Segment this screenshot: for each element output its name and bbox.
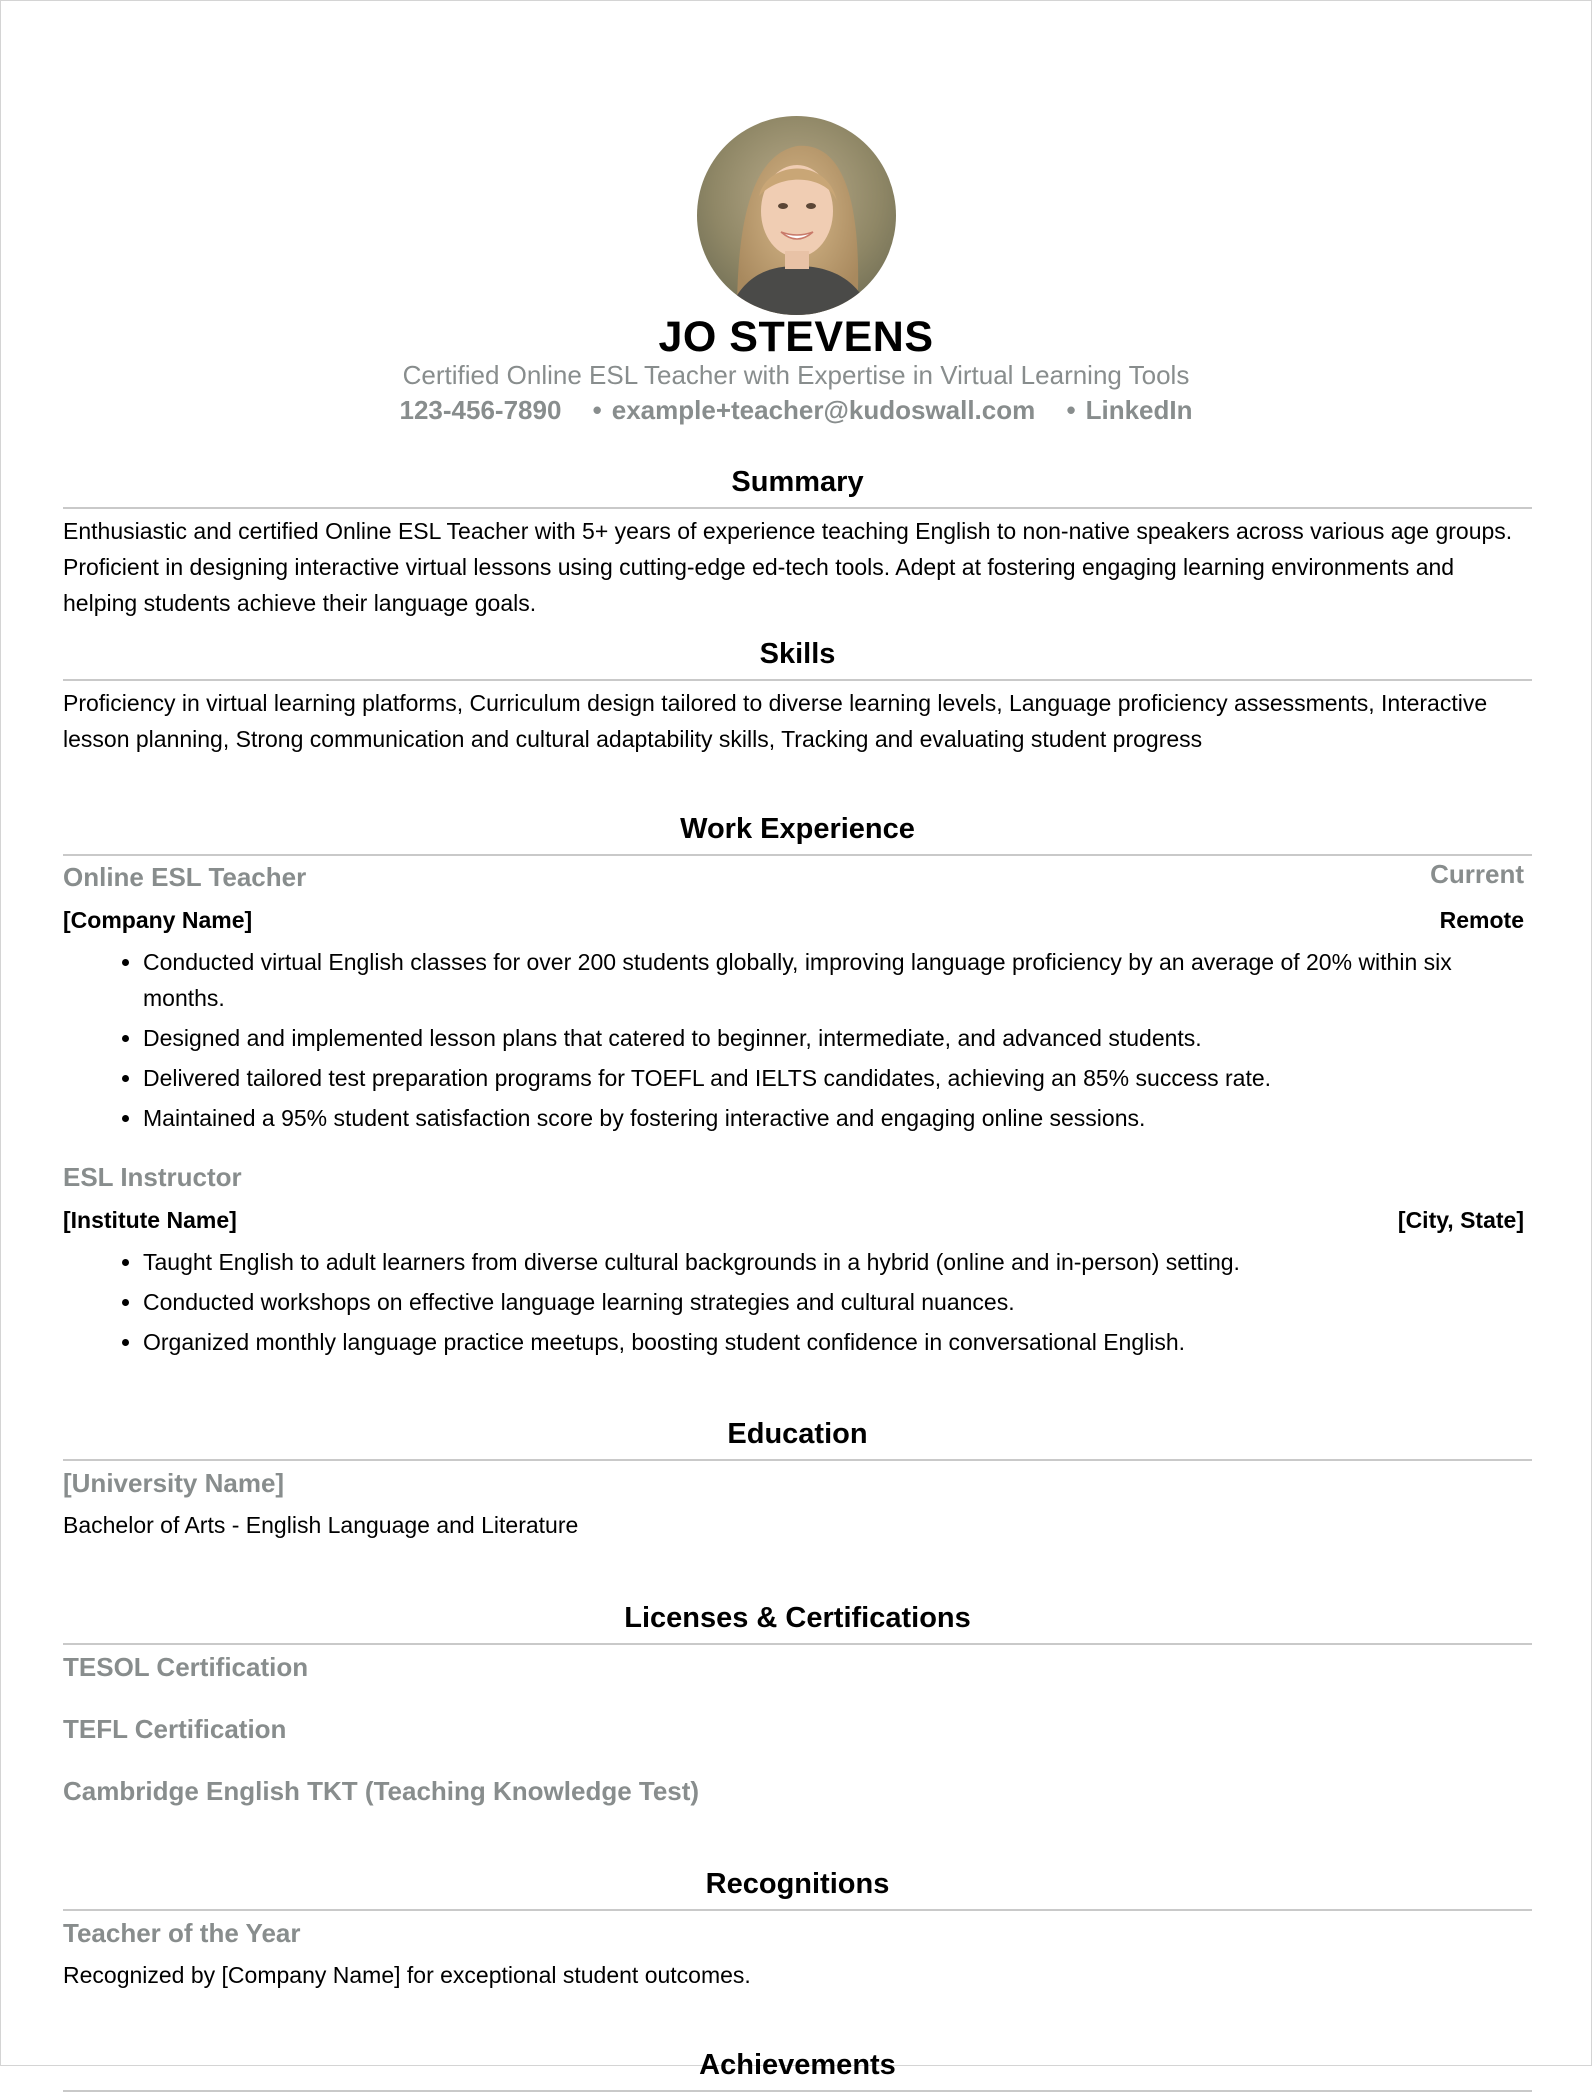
- education-degree: Bachelor of Arts - English Language and Literature: [63, 1512, 579, 1538]
- job-company: [Institute Name]: [63, 1207, 237, 1233]
- job-bullet: • Maintained a 95% student satisfaction score by fostering interactive and engaging online sessions.: [143, 1100, 1532, 1136]
- summary-text: Enthusiastic and certified Online ESL Teacher with 5+ years of experience teaching English to non-native speakers across various age groups. Proficient in designing interactive virtual lessons using cutting-edge ed-tech tools. Adept at fostering engaging learning environments and helping students achieve their language goals.: [63, 518, 1513, 616]
- job-bullet: • Delivered tailored test preparation programs for TOEFL and IELTS candidates, achieving an 85% success rate.: [143, 1060, 1532, 1096]
- section-title-skills: Skills: [63, 638, 1532, 681]
- certification-item: TESOL Certification: [63, 1652, 309, 1682]
- job-bullet: • Designed and implemented lesson plans that catered to beginner, intermediate, and advanced students.: [143, 1020, 1532, 1056]
- candidate-name: JO STEVENS: [658, 313, 934, 361]
- job-company: [Company Name]: [63, 907, 253, 933]
- contact-separator: •: [592, 395, 602, 425]
- job-bullets: [63, 1244, 1532, 1364]
- section-title-certifications: Licenses & Certifications: [63, 1602, 1532, 1645]
- job-location: Remote: [1439, 907, 1524, 933]
- contact-separator: •: [1066, 395, 1076, 425]
- recognition-description: Recognized by [Company Name] for exceptional student outcomes.: [63, 1962, 751, 1988]
- profile-photo-image: [697, 116, 896, 315]
- section-title-education: Education: [63, 1418, 1532, 1461]
- candidate-headline: Certified Online ESL Teacher with Expertise in Virtual Learning Tools: [402, 360, 1190, 390]
- recognition-award: Teacher of the Year: [63, 1918, 301, 1948]
- job-bullet: • Conducted virtual English classes for over 200 students globally, improving language proficiency by an average of 20% within six months.: [143, 944, 1532, 1016]
- certification-item: Cambridge English TKT (Teaching Knowledge Test): [63, 1776, 700, 1806]
- section-title-summary: Summary: [63, 466, 1532, 509]
- phone-number: 123-456-7890: [399, 395, 562, 425]
- linkedin-link[interactable]: LinkedIn: [1085, 395, 1193, 425]
- section-title-work-experience: Work Experience: [63, 813, 1532, 856]
- job-role: ESL Instructor: [63, 1162, 242, 1192]
- job-date: Current: [1430, 859, 1524, 889]
- job-bullet: • Taught English to adult learners from diverse cultural backgrounds in a hybrid (online and in-person) setting.: [143, 1244, 1532, 1280]
- section-title-achievements: Achievements: [63, 2049, 1532, 2092]
- job-bullets: [63, 944, 1532, 1140]
- email-link[interactable]: example+teacher@kudoswall.com: [611, 395, 1036, 425]
- contact-line: [1, 395, 1591, 426]
- job-bullet: • Conducted workshops on effective language learning strategies and cultural nuances.: [143, 1284, 1532, 1320]
- profile-photo: [697, 116, 896, 315]
- skills-text: Proficiency in virtual learning platforms, Curriculum design tailored to diverse learning levels, Language proficiency assessments, Interactive lesson planning, Strong communication and cultural adaptability skills, Tracking and evaluating student progress: [63, 690, 1488, 752]
- certification-item: TEFL Certification: [63, 1714, 287, 1744]
- job-role: Online ESL Teacher: [63, 862, 307, 892]
- education-school: [University Name]: [63, 1468, 285, 1498]
- job-bullet: • Organized monthly language practice meetups, boosting student confidence in conversational English.: [143, 1324, 1532, 1360]
- section-title-recognitions: Recognitions: [63, 1868, 1532, 1911]
- job-location: [City, State]: [1397, 1207, 1524, 1233]
